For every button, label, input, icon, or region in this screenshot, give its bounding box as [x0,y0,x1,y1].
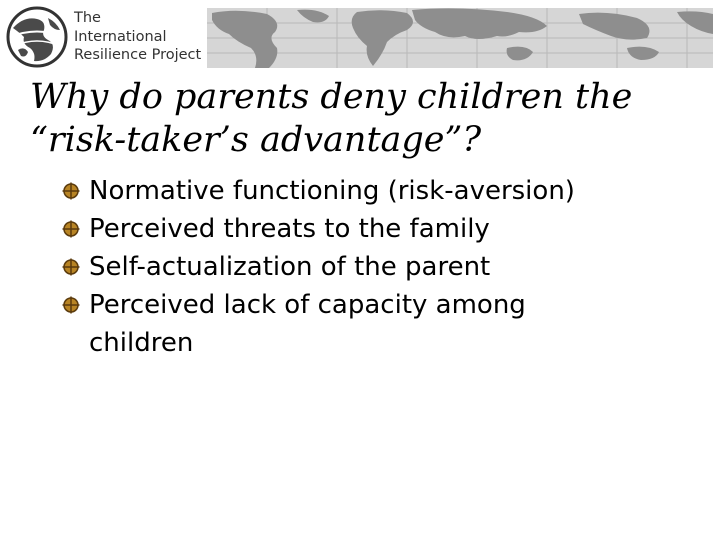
bullet-icon [62,182,80,200]
bullet-icon [62,258,80,276]
logo-text [74,9,201,65]
resilience-project-logo [6,6,206,68]
slide-title [30,76,700,162]
bullet-text: Normative functioning (risk-aversion) [89,176,575,206]
logo-line-1: The [74,10,101,26]
slide-title-line-2: “risk-taker’s advantage”? [30,120,482,160]
bullet-text: Perceived lack of capacity among children [89,290,526,358]
bullet-text: Self-actualization of the parent [89,252,491,282]
world-map-image [207,8,713,68]
bullet-list [62,172,702,362]
bullet-item [62,286,702,362]
logo-line-3: Resilience Project [74,47,202,63]
logo-line-2: International [74,28,167,45]
bullet-item [62,172,702,210]
bullet-item [62,210,702,248]
bullet-icon [62,220,80,238]
globe-icon [6,6,68,68]
bullet-item [62,248,702,286]
slide-header [0,0,720,75]
bullet-text: Perceived threats to the family [89,214,490,244]
slide-title-line-1: Why do parents deny children the [30,77,633,117]
bullet-icon [62,296,80,314]
